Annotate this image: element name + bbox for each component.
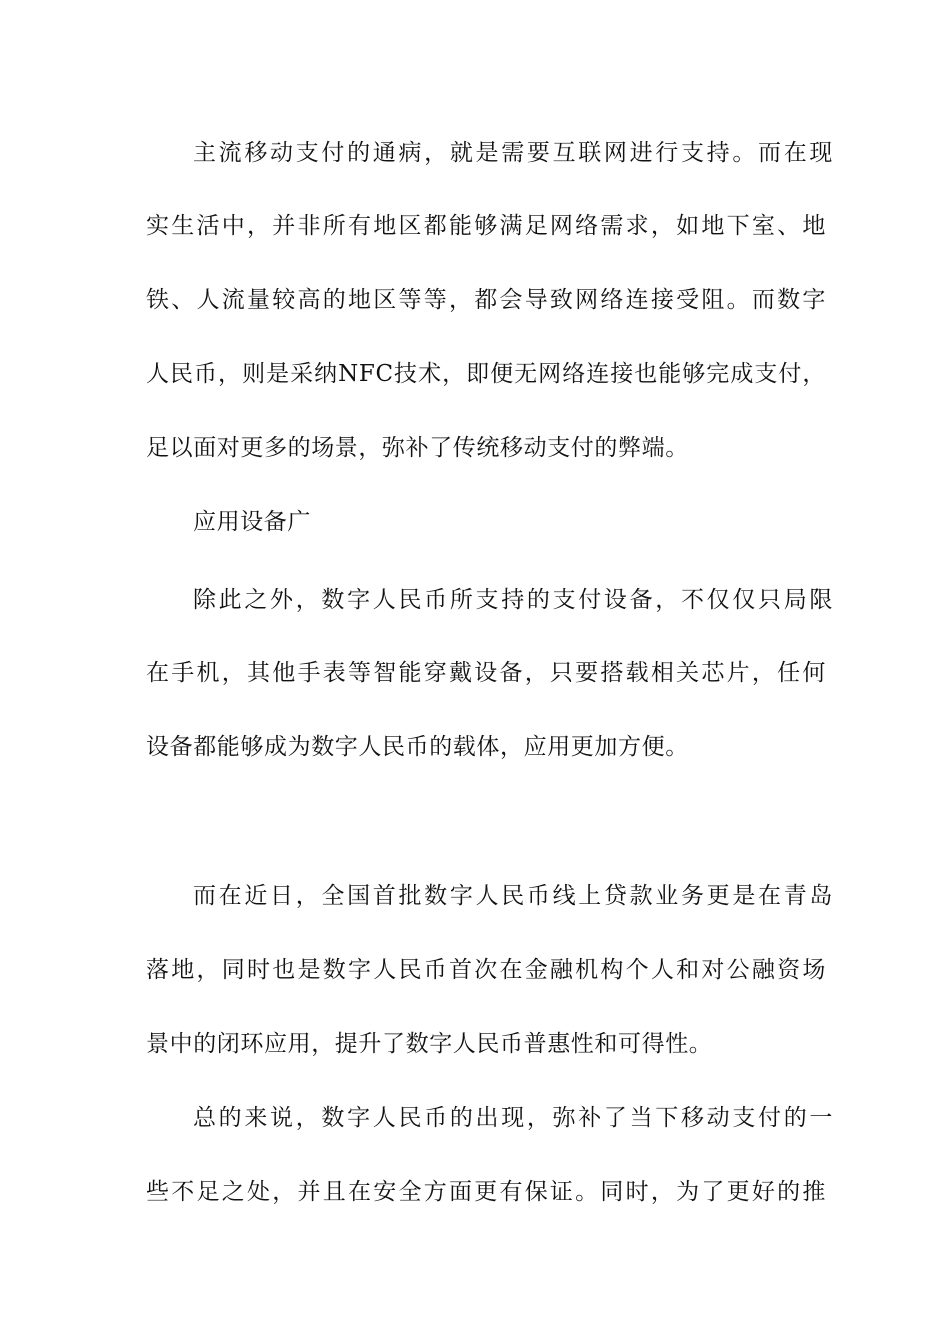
paragraph-1-line-5: 足以面对更多的场景，弥补了传统移动支付的弊端。	[146, 435, 689, 461]
section-heading: 应用设备广	[193, 509, 311, 535]
paragraph-3-line-3: 景中的闭环应用，提升了数字人民币普惠性和可得性。	[146, 1031, 713, 1057]
paragraph-3-line-1: 而在近日，全国首批数字人民币线上贷款业务更是在青岛	[193, 883, 833, 909]
paragraph-3-line-2: 落地，同时也是数字人民币首次在金融机构个人和对公融资场	[146, 957, 826, 983]
paragraph-4-line-1: 总的来说，数字人民币的出现，弥补了当下移动支付的一	[193, 1105, 833, 1131]
paragraph-2-line-3: 设备都能够成为数字人民币的载体，应用更加方便。	[146, 734, 689, 760]
paragraph-2-line-1: 除此之外，数字人民币所支持的支付设备，不仅仅只局限	[193, 587, 833, 613]
paragraph-1-line-4: 人民币，则是采纳NFC技术，即便无网络连接也能够完成支付，	[146, 361, 826, 387]
paragraph-1-line-1: 主流移动支付的通病，就是需要互联网进行支持。而在现	[193, 140, 833, 166]
paragraph-4-line-2: 些不足之处，并且在安全方面更有保证。同时，为了更好的推	[146, 1179, 826, 1205]
paragraph-1-line-3: 铁、人流量较高的地区等等，都会导致网络连接受阻。而数字	[146, 287, 826, 313]
paragraph-2-line-2: 在手机，其他手表等智能穿戴设备，只要搭载相关芯片，任何	[146, 660, 826, 686]
paragraph-1-line-2: 实生活中，并非所有地区都能够满足网络需求，如地下室、地	[146, 213, 826, 239]
